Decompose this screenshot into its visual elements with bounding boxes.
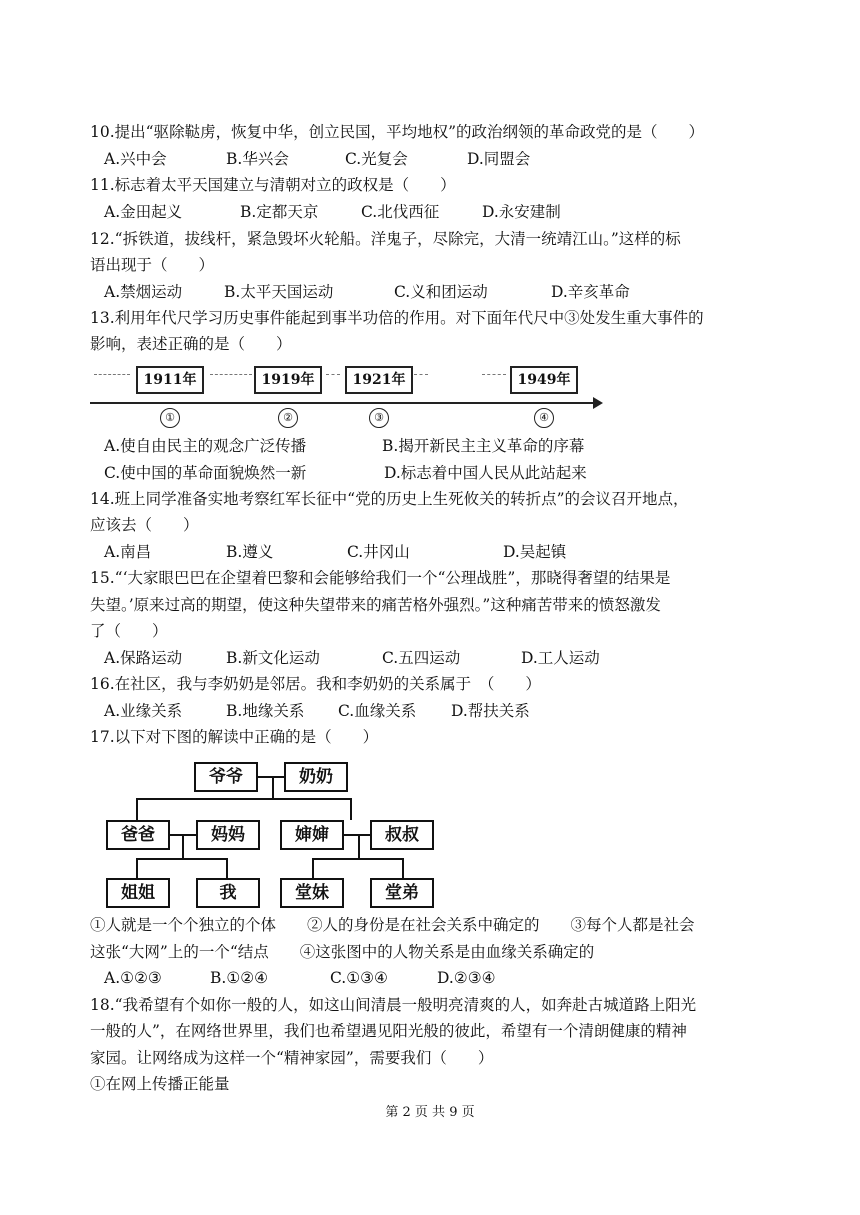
timeline-year-1949: 1949年	[510, 366, 578, 394]
q13-option-d: D.标志着中国人民从此站起来	[384, 464, 587, 482]
question-18-stem-4: ①在网上传播正能量	[90, 1075, 230, 1093]
family-tree-figure	[100, 758, 440, 908]
tree-node-me: 我	[196, 878, 260, 908]
tree-connector	[272, 776, 274, 798]
q16-option-b: B.地缘关系	[226, 702, 305, 720]
timeline-year-1919: 1919年	[254, 366, 322, 394]
q14-option-c: C.井冈山	[347, 543, 410, 561]
q12-option-b: B.太平天国运动	[224, 283, 334, 301]
timeline-marker-3: ③	[369, 408, 389, 428]
tree-node-dad: 爸爸	[106, 820, 170, 850]
tree-node-sister: 姐姐	[106, 878, 170, 908]
q10-option-d: D.同盟会	[467, 150, 531, 168]
timeline-figure	[90, 362, 610, 428]
timeline-year-1911: 1911年	[136, 366, 204, 394]
tree-connector	[136, 798, 352, 800]
timeline-faded-mark	[414, 374, 428, 385]
question-16-stem: 16.在社区，我与李奶奶是邻居。我和李奶奶的关系属于 （ ）	[90, 675, 541, 693]
question-18-stem-1: 18.“我希望有个如你一般的人，如这山间清晨一般明亮清爽的人，如奔赴古城道路上阳光	[90, 996, 697, 1014]
timeline-faded-mark	[482, 374, 506, 385]
q14-option-b: B.遵义	[226, 543, 274, 561]
tree-node-mom: 妈妈	[196, 820, 260, 850]
question-12-stem-1: 12.“拆铁道，拔线杆，紧急毁坏火轮船。洋鬼子，尽除完，大清一统靖江山。”这样的标	[90, 230, 681, 248]
question-15-stem-3: 了（ ）	[90, 622, 168, 640]
question-14-stem-1: 14.班上同学准备实地考察红军长征中“党的历史上生死攸关的转折点”的会议召开地点，	[90, 490, 689, 508]
q15-option-d: D.工人运动	[521, 649, 600, 667]
timeline-faded-mark	[94, 374, 130, 385]
q13-option-c: C.使中国的革命面貌焕然一新	[104, 464, 307, 482]
q16-option-d: D.帮扶关系	[451, 702, 530, 720]
question-17-stem-2: ①人就是一个个独立的个体 ②人的身份是在社会关系中确定的 ③每个人都是社会	[90, 916, 695, 934]
question-10-stem: 10.提出“驱除鞑虏，恢复中华，创立民国，平均地权”的政治纲领的革命政党的是（ ）	[90, 123, 705, 141]
q10-option-b: B.华兴会	[226, 150, 289, 168]
tree-connector	[136, 858, 228, 860]
q10-option-a: A.兴中会	[104, 150, 167, 168]
tree-connector	[136, 858, 138, 878]
tree-connector	[312, 858, 314, 878]
timeline-marker-1: ①	[160, 408, 180, 428]
question-13-stem-1: 13.利用年代尺学习历史事件能起到事半功倍的作用。对下面年代尺中③处发生重大事件的	[90, 309, 704, 327]
tree-node-aunt: 婶婶	[280, 820, 344, 850]
question-15-stem-1: 15.“‘大家眼巴巴在企望着巴黎和会能够给我们一个“公理战胜”，那晓得奢望的结果是	[90, 569, 671, 587]
q13-option-a: A.使自由民主的观念广泛传播	[104, 437, 307, 455]
question-13-stem-2: 影响，表述正确的是（ ）	[90, 335, 292, 353]
tree-node-cousin-m: 堂弟	[370, 878, 434, 908]
question-18-stem-3: 家园。让网络成为这样一个“精神家园”，需要我们（ ）	[90, 1049, 494, 1067]
tree-node-grandma: 奶奶	[284, 762, 348, 792]
q11-option-a: A.金田起义	[104, 203, 183, 221]
q15-option-b: B.新文化运动	[226, 649, 320, 667]
timeline-marker-2: ②	[278, 408, 298, 428]
timeline-axis	[90, 402, 595, 404]
q14-option-d: D.吴起镇	[503, 543, 567, 561]
timeline-arrow-icon	[593, 397, 603, 409]
q11-option-b: B.定都天京	[240, 203, 319, 221]
q12-option-a: A.禁烟运动	[104, 283, 183, 301]
tree-node-cousin-f: 堂妹	[280, 878, 344, 908]
tree-connector	[182, 834, 184, 858]
q10-option-c: C.光复会	[345, 150, 408, 168]
question-17-stem: 17.以下对下图的解读中正确的是（ ）	[90, 728, 379, 746]
tree-connector	[350, 798, 352, 820]
timeline-faded-mark	[326, 374, 340, 385]
q15-option-a: A.保路运动	[104, 649, 183, 667]
question-12-stem-2: 语出现于（ ）	[90, 256, 215, 274]
q16-option-c: C.血缘关系	[338, 702, 417, 720]
q17-option-a: A.①②③	[104, 969, 162, 987]
question-17-stem-3: 这张“大网”上的一个“结点 ④这张图中的人物关系是由血缘关系确定的	[90, 943, 595, 961]
timeline-year-1921: 1921年	[345, 366, 413, 394]
tree-node-uncle: 叔叔	[370, 820, 434, 850]
page-footer: 第 2 页 共 9 页	[385, 1105, 475, 1120]
tree-connector	[136, 798, 138, 820]
q11-option-c: C.北伐西征	[361, 203, 440, 221]
tree-connector	[358, 834, 360, 858]
tree-node-grandpa: 爷爷	[194, 762, 258, 792]
q12-option-c: C.义和团运动	[394, 283, 488, 301]
question-18-stem-2: 一般的人”，在网络世界里，我们也希望遇见阳光般的彼此，希望有一个清朗健康的精神	[90, 1022, 687, 1040]
q17-option-b: B.①②④	[210, 969, 269, 987]
q11-option-d: D.永安建制	[482, 203, 561, 221]
timeline-marker-4: ④	[534, 408, 554, 428]
q17-option-d: D.②③④	[437, 969, 496, 987]
q12-option-d: D.辛亥革命	[551, 283, 630, 301]
q15-option-c: C.五四运动	[382, 649, 461, 667]
q14-option-a: A.南昌	[104, 543, 152, 561]
tree-connector	[170, 834, 198, 836]
question-15-stem-2: 失望。’原来过高的期望，使这种失望带来的痛苦格外强烈。”这种痛苦带来的愤怒激发	[90, 596, 661, 614]
q16-option-a: A.业缘关系	[104, 702, 183, 720]
question-11-stem: 11.标志着太平天国建立与清朝对立的政权是（ ）	[90, 176, 456, 194]
tree-connector	[402, 858, 404, 878]
q17-option-c: C.①③④	[330, 969, 388, 987]
timeline-faded-mark	[210, 374, 252, 385]
question-14-stem-2: 应该去（ ）	[90, 516, 199, 534]
tree-connector	[226, 858, 228, 878]
q13-option-b: B.揭开新民主主义革命的序幕	[382, 437, 585, 455]
tree-connector	[312, 858, 404, 860]
